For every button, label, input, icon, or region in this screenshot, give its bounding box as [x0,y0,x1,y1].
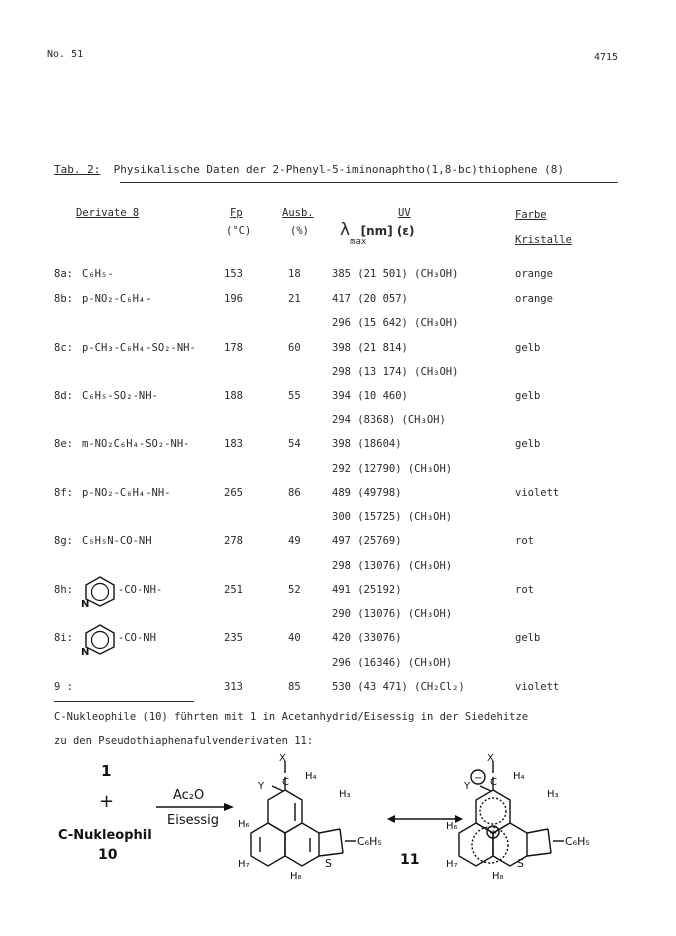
page-number: 4715 [594,52,619,63]
row-farbe: violett [515,681,560,693]
row-label: 9 : [54,681,73,693]
reactant-1-label: 1 [101,762,112,780]
row-fp: 178 [224,342,243,354]
struct-right-h6: H₆ [446,821,458,832]
struct-left-h8: H₈ [290,871,302,882]
row-derivate: p-NO₂-C₆H₄-NH- [82,487,171,499]
row-fp: 313 [224,681,243,693]
row-uv: 394 (10 460) [332,390,408,402]
reagent-ac2o: Ac₂O [173,788,205,803]
caption-label: Tab. 2: [54,163,101,176]
lambda-subscript: max [350,237,367,247]
struct-left-phenyl: C₆H₅ [357,835,382,848]
minus-charge-icon: − [474,773,483,784]
row-derivate: p-NO₂-C₆H₄- [82,293,152,305]
row-label: 8d: [54,390,73,402]
row-label: 8g: [54,535,73,547]
row-fp: 153 [224,268,243,280]
row-label: 8i: [54,632,73,644]
col-derivate-header: Derivate 8 [76,207,140,219]
row-label: 8c: [54,342,73,354]
row-uv: 491 (25192) [332,584,402,596]
row-label: 8f: [54,487,73,499]
row-derivate: m-NO₂C₆H₄-SO₂-NH- [82,438,190,450]
row-fp: 196 [224,293,243,305]
row-uv: 420 (33076) [332,632,402,644]
row-fp: 278 [224,535,243,547]
col-ausb-unit: (%) [290,225,309,237]
col-farbe-header: Farbe [515,209,547,221]
struct-right-y: Y [464,781,471,792]
product-number: 11 [400,852,420,868]
col-kristalle-header: Kristalle [515,234,572,246]
struct-right-h7: H₇ [446,859,458,870]
row-derivate: -CO-NH [118,632,156,644]
struct-left-x: X [279,753,286,764]
reaction-arrowhead [224,803,234,811]
journal-number: No. 51 [47,49,84,60]
table-end-rule [54,701,194,702]
struct-left-y: Y [258,781,265,792]
uv-unit: [nm] (ε) [360,224,415,238]
row-farbe: orange [515,293,553,305]
plus-sign: + [99,791,115,812]
row-uv: 417 (20 057) [332,293,408,305]
struct-left-h3: H₃ [339,789,351,800]
row-farbe: rot [515,584,534,596]
row-uv-secondary: 296 (16346) (CH₃OH) [332,657,453,669]
nucleophile-number: 10 [98,847,118,863]
row-ausb: 86 [288,487,301,499]
caption-text: Physikalische Daten der 2-Phenyl-5-iminonaphtho(1,8-bc)thiophene (8) [113,163,564,176]
col-uv-unit-group [340,220,415,247]
row-label: 8e: [54,438,73,450]
plus-charge-icon: + [489,828,498,839]
struct-right-h4: H₄ [513,771,525,782]
row-derivate: p-CH₃-C₆H₄-SO₂-NH- [82,342,196,354]
lambda-symbol: λ [340,220,351,240]
row-derivate: -CO-NH- [118,584,163,596]
pyridine-ring-8h [82,574,120,608]
product-structure-left [251,761,356,866]
pyridine-ring-8i [82,622,120,656]
row-uv-secondary: 300 (15725) (CH₃OH) [332,511,453,523]
struct-right-h3: H₃ [547,789,559,800]
body-text-line1: C-Nukleophile (10) führten mit 1 in Acetanhydrid/Eisessig in der Siedehitze [54,711,529,723]
row-label: 8h: [54,584,73,596]
row-derivate: C₆H₅- [82,268,114,280]
struct-left-c: C [282,777,289,788]
struct-left-h6: H₆ [238,819,250,830]
row-farbe: violett [515,487,560,499]
reagent-eisessig: Eisessig [167,813,220,828]
row-label: 8b: [54,293,73,305]
row-fp: 235 [224,632,243,644]
row-derivate: C₆H₅-SO₂-NH- [82,390,158,402]
struct-right-s: S [517,857,524,870]
row-fp: 265 [224,487,243,499]
row-label: 8a: [54,268,73,280]
struct-right-x: X [487,753,494,764]
row-uv-secondary: 294 (8368) (CH₃OH) [332,414,446,426]
col-ausb-header: Ausb. [282,207,314,219]
row-ausb: 54 [288,438,301,450]
row-uv: 398 (21 814) [332,342,408,354]
row-uv: 489 (49798) [332,487,402,499]
row-ausb: 21 [288,293,301,305]
row-farbe: gelb [515,390,541,402]
pyridine-n-label: N [81,599,90,610]
row-derivate: C₅H₅N-CO-NH [82,535,152,547]
row-farbe: orange [515,268,553,280]
struct-left-h7: H₇ [238,859,250,870]
col-fp-unit: (°C) [226,225,252,237]
table-caption [54,163,564,176]
row-fp: 251 [224,584,243,596]
nucleophile-label: C-Nukleophil [58,828,152,843]
row-ausb: 40 [288,632,301,644]
row-ausb: 85 [288,681,301,693]
struct-right-c: C [490,777,497,788]
row-fp: 183 [224,438,243,450]
row-farbe: rot [515,535,534,547]
row-uv-secondary: 296 (15 642) (CH₃OH) [332,317,459,329]
struct-left-s: S [325,857,332,870]
row-ausb: 55 [288,390,301,402]
row-farbe: gelb [515,632,541,644]
row-uv-secondary: 290 (13076) (CH₃OH) [332,608,453,620]
col-fp-header: Fp [230,207,243,219]
pyridine-n-label: N [81,647,90,658]
struct-left-h4: H₄ [305,771,317,782]
struct-right-phenyl: C₆H₅ [565,835,590,848]
struct-right-h8: H₈ [492,871,504,882]
row-farbe: gelb [515,438,541,450]
row-uv-secondary: 298 (13 174) (CH₃OH) [332,366,459,378]
body-text-line2: zu den Pseudothiaphenafulvenderivaten 11: [54,735,314,747]
row-ausb: 60 [288,342,301,354]
row-uv: 497 (25769) [332,535,402,547]
col-uv-header: UV [398,207,411,219]
row-ausb: 52 [288,584,301,596]
row-ausb: 18 [288,268,301,280]
row-uv-secondary: 292 (12790) (CH₃OH) [332,463,453,475]
caption-rule [120,182,618,183]
row-uv-secondary: 298 (13076) (CH₃OH) [332,560,453,572]
row-uv: 398 (18604) [332,438,402,450]
row-fp: 188 [224,390,243,402]
row-ausb: 49 [288,535,301,547]
row-uv: 530 (43 471) (CH₂Cl₂) [332,681,465,693]
row-farbe: gelb [515,342,541,354]
reaction-scheme [40,755,640,935]
row-uv: 385 (21 501) (CH₃OH) [332,268,459,280]
